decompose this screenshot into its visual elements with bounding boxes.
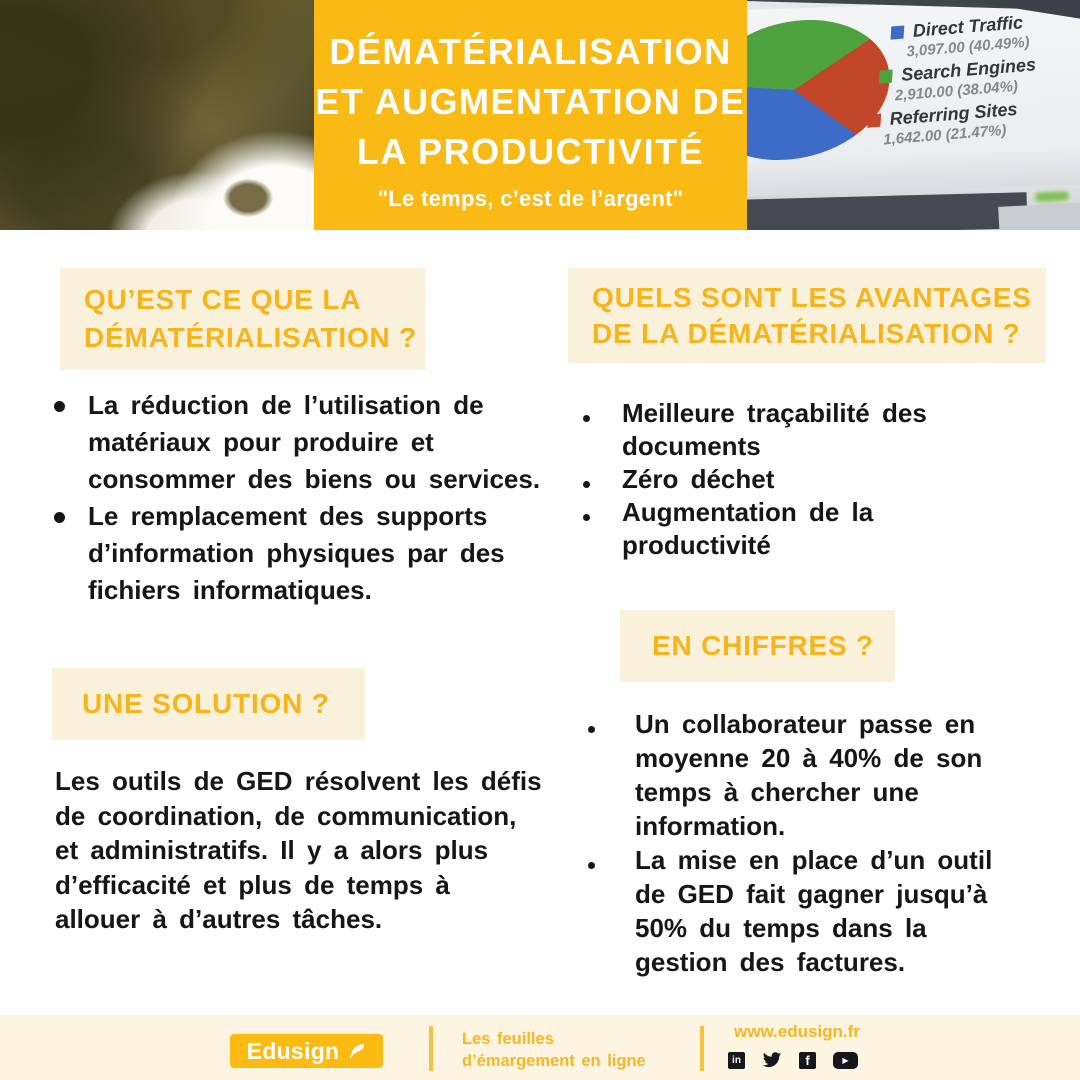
heading-line: DE LA DÉMATÉRIALISATION ? [592, 317, 1021, 349]
what-bullet-list [38, 387, 543, 609]
legend-label: Referring Sites [888, 98, 1019, 129]
list-item: Un collaborateur passe en moyenne 20 à 40% de son temps à chercher une information. [578, 707, 1028, 843]
list-item: La réduction de l’utilisation de matériaux pour produire et consommer des biens ou services. [38, 387, 543, 498]
legend-item [867, 97, 1042, 149]
legend-swatch-red [867, 114, 881, 128]
title-banner [314, 0, 747, 230]
footer-bar [0, 1015, 1080, 1080]
pie-legend [860, 11, 1042, 153]
section-heading-what [60, 268, 425, 370]
footer-tagline: Les feuilles d’émargement en ligne [462, 1030, 646, 1070]
list-item: Le remplacement des supports d’information physiques par des fichiers informatiques. [38, 498, 543, 609]
page-title [314, 27, 747, 177]
feather-icon [347, 1042, 366, 1061]
heading-line: DÉMATÉRIALISATION ? [84, 322, 418, 353]
linkedin-icon[interactable]: in [728, 1052, 745, 1069]
list-item: Meilleure traçabilité des documents [573, 397, 993, 463]
list-item: La mise en place d’un outil de GED fait gagner jusqu’à 50% du temps dans la gestion des factures. [578, 843, 1028, 979]
legend-value: 1,642.00 (21.47%) [882, 121, 1008, 149]
youtube-icon[interactable]: ▶ [833, 1052, 858, 1069]
figures-bullet-list [578, 707, 1028, 979]
legend-item [879, 54, 1039, 105]
footer-divider [700, 1026, 704, 1071]
coffee-cup-photo [0, 0, 314, 230]
page-subtitle: "Le temps, c’est de l’argent" [377, 186, 684, 211]
legend-swatch-blue [891, 25, 905, 39]
website-link[interactable]: www.edusign.fr [734, 1022, 860, 1041]
social-icons-row [728, 1052, 858, 1069]
list-item: Zéro déchet [573, 463, 993, 496]
legend-label: Search Engines [900, 54, 1037, 85]
analytics-screen-photo [747, 0, 1080, 230]
section-heading-figures [620, 610, 895, 682]
screen-bottom-card [998, 201, 1080, 230]
legend-value: 3,097.00 (40.49%) [905, 33, 1031, 61]
legend-swatch-green [879, 70, 893, 84]
section-heading-solution [52, 668, 365, 740]
legend-label: Direct Traffic [912, 12, 1024, 41]
advantages-bullet-list [573, 397, 993, 562]
footer-divider [429, 1026, 433, 1071]
heading-line: UNE SOLUTION ? [82, 688, 330, 719]
list-item: Augmentation de la productivité [573, 496, 993, 562]
twitter-icon[interactable] [762, 1052, 782, 1069]
section-heading-advantages [568, 268, 1046, 363]
solution-paragraph: Les outils de GED résolvent les défis de coordination, de communication, et administratifs. Il y a alors plus d’efficacité et plus de temps à allouer à d’autres tâches. [55, 766, 542, 934]
page-title-line: ET AUGMENTATION DE [315, 81, 746, 122]
heading-line: QUELS SONT LES AVANTAGES [592, 281, 1032, 313]
heading-line: EN CHIFFRES ? [652, 630, 874, 661]
hero-band [0, 0, 1080, 230]
page-title-line: DÉMATÉRIALISATION [329, 31, 732, 72]
page-title-line: LA PRODUCTIVITÉ [356, 131, 705, 172]
facebook-icon[interactable]: f [799, 1052, 816, 1069]
legend-value: 2,910.00 (38.04%) [894, 77, 1019, 105]
edusign-logo[interactable] [230, 1034, 383, 1068]
edusign-logo-text: Edusign [246, 1037, 340, 1064]
heading-line: QU’EST CE QUE LA [84, 284, 362, 315]
green-highlight [1035, 191, 1069, 202]
screen-bottom-bar [747, 192, 1027, 230]
